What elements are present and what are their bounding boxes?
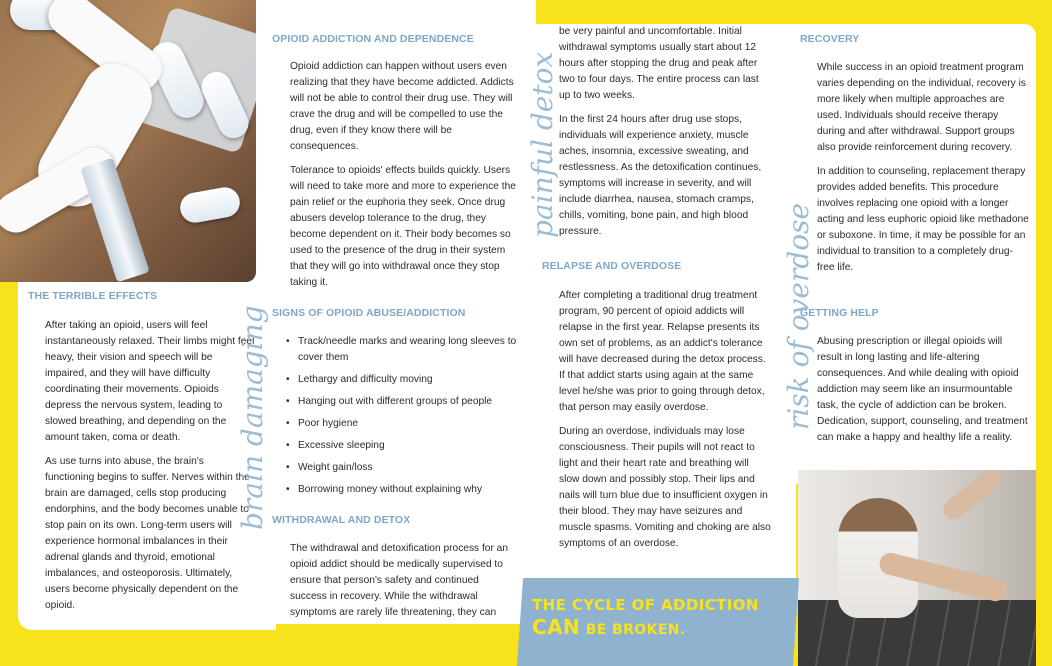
list-item: • Track/needle marks and wearing long sleeves to cover them xyxy=(286,334,522,366)
heading-opioid-addiction: OPIOID ADDICTION AND DEPENDENCE xyxy=(272,33,474,45)
list-item: • Lethargy and difficulty moving xyxy=(286,372,522,388)
slogan-line2 xyxy=(532,616,802,641)
heading-signs: SIGNS OF OPIOID ABUSE/ADDICTION xyxy=(272,307,466,319)
getting-help-p1: Abusing prescription or illegal opioids will result in long lasting and life-altering consequences. And while dealing with opioid addiction may seem like an insurmountable task, the cycle of addiction can be broken. Dedication, support, counseling, and treatment can make a happy and healthy life a reality. xyxy=(817,336,1028,443)
slogan-line1: THE CYCLE OF ADDICTION xyxy=(532,596,759,614)
script-painful-detox: painful detox xyxy=(526,51,559,238)
floor-tiles xyxy=(798,600,1036,666)
pill xyxy=(178,185,242,225)
opioid-addiction-p2: Tolerance to opioids' effects builds quickly. Users will need to take more and more to experience the pain relief or the euphoria they seek. Once drug abusers develop tolerance to the drug, they become dependent on it. Their body becomes so used to the presence of the drug in their system that they will go into withdrawal once they stop taking it. xyxy=(290,165,516,288)
terrible-effects-text xyxy=(45,318,255,622)
script-brain-damaging: brain damaging xyxy=(236,305,269,530)
relapse-p1: After completing a traditional drug treatment program, 90 percent of opioid addicts will relapse in the first year. Relapse presents its own set of problems, as an addict's tolerance will have decreased during the detox process. If that addict starts using again at the same level he/she was prior to going through detox, that person may easily overdose. xyxy=(559,290,766,413)
opioid-addiction-text xyxy=(290,59,520,299)
terrible-effects-p2: As use turns into abuse, the brain's functioning begins to suffer. Nerves within the brain are damaged, cells stop producing endorphins, and the body becomes unable to stop pain on its own. Long-term users will experience hormonal imbalances in their adrenal glands and thyroid, emotional imbalances, and osteoporosis. Ultimately, users become physically dependent on the opioid. xyxy=(45,456,250,611)
recovery-p2: In addition to counseling, replacement therapy provides added benefits. This procedure involves replacing one opioid with a longer acting and less euphoric opioid like methadone or suboxone. In time, it may be possible for an individual to transition to a completely drug-free life. xyxy=(817,166,1029,273)
list-item: • Borrowing money without explaining why xyxy=(286,482,522,498)
list-item: • Excessive sleeping xyxy=(286,438,522,454)
terrible-effects-p1: After taking an opioid, users will feel instantaneously relaxed. Their limbs might feel heavy, their vision and speech will be impaired, and they will have difficulty coordinating their movements. Opioids depress the nervous system, leading to slowed breathing, and depending on the amount taken, coma or death. xyxy=(45,320,255,443)
withdrawal-continued xyxy=(559,24,771,248)
recovery-p1: While success in an opioid treatment program varies depending on the individual, recovery is more likely when multiple approaches are used. Individuals should receive therapy during and after withdrawal. Support groups also provide reinforcement during recovery. xyxy=(817,62,1026,153)
heading-recovery: RECOVERY xyxy=(800,33,860,45)
slogan-text xyxy=(532,594,802,641)
slogan-can: CAN xyxy=(532,615,581,639)
heading-withdrawal: WITHDRAWAL AND DETOX xyxy=(272,514,411,526)
script-risk-of-overdose: risk of overdose xyxy=(782,202,815,430)
relapse-p2: During an overdose, individuals may lose consciousness. Their pupils will not react to light and their heart rate and breathing will slow down and possibly stop. Their lips and nails will turn blue due to insufficient oxygen in their blood. They may have seizures and muscle spasms. Vomiting and choking are also symptoms of an overdose. xyxy=(559,426,771,549)
relapse-text xyxy=(559,288,771,560)
slogan-be-broken: BE BROKEN. xyxy=(585,622,686,638)
heading-relapse: RELAPSE AND OVERDOSE xyxy=(542,260,682,272)
helping-hand xyxy=(939,470,1006,523)
getting-help-text xyxy=(817,334,1029,454)
withdrawal-p3: In the first 24 hours after drug use stops, individuals will experience anxiety, muscle aches, insomnia, excessive sweating, and restlessness. As the detoxification continues, symptoms will increase in severity, and will include diarrhea, nausea, stomach cramps, chills, vomiting, bone pain, and high blood pressure. xyxy=(559,114,762,237)
opioid-addiction-p1: Opioid addiction can happen without users even realizing that they have become addicted. Addicts will not be able to control their drug use. They will crave the drug and will be compelled to use the drug, even if they know there will be consequences. xyxy=(290,61,514,152)
list-item: • Poor hygiene xyxy=(286,416,522,432)
signs-list xyxy=(286,334,522,504)
pills-photo xyxy=(0,0,256,282)
girl-photo xyxy=(798,470,1036,666)
withdrawal-p1: The withdrawal and detoxification process for an opioid addict should be medically supervised to ensure that person's safety and continued success in recovery. While the withdrawal symptoms are rarely life threatening, they can xyxy=(290,543,509,618)
heading-terrible-effects: THE TERRIBLE EFFECTS xyxy=(28,290,158,302)
list-item: • Weight gain/loss xyxy=(286,460,522,476)
withdrawal-p2: be very painful and uncomfortable. Initial withdrawal symptoms usually start about 12 hours after stopping the drug and peak after two to four days. The entire process can last up to two weeks. xyxy=(559,26,759,101)
list-item: • Hanging out with different groups of people xyxy=(286,394,522,410)
syringe xyxy=(80,158,149,282)
middle-panel-top xyxy=(256,0,536,30)
recovery-text xyxy=(817,60,1029,284)
heading-getting-help: GETTING HELP xyxy=(800,307,879,319)
